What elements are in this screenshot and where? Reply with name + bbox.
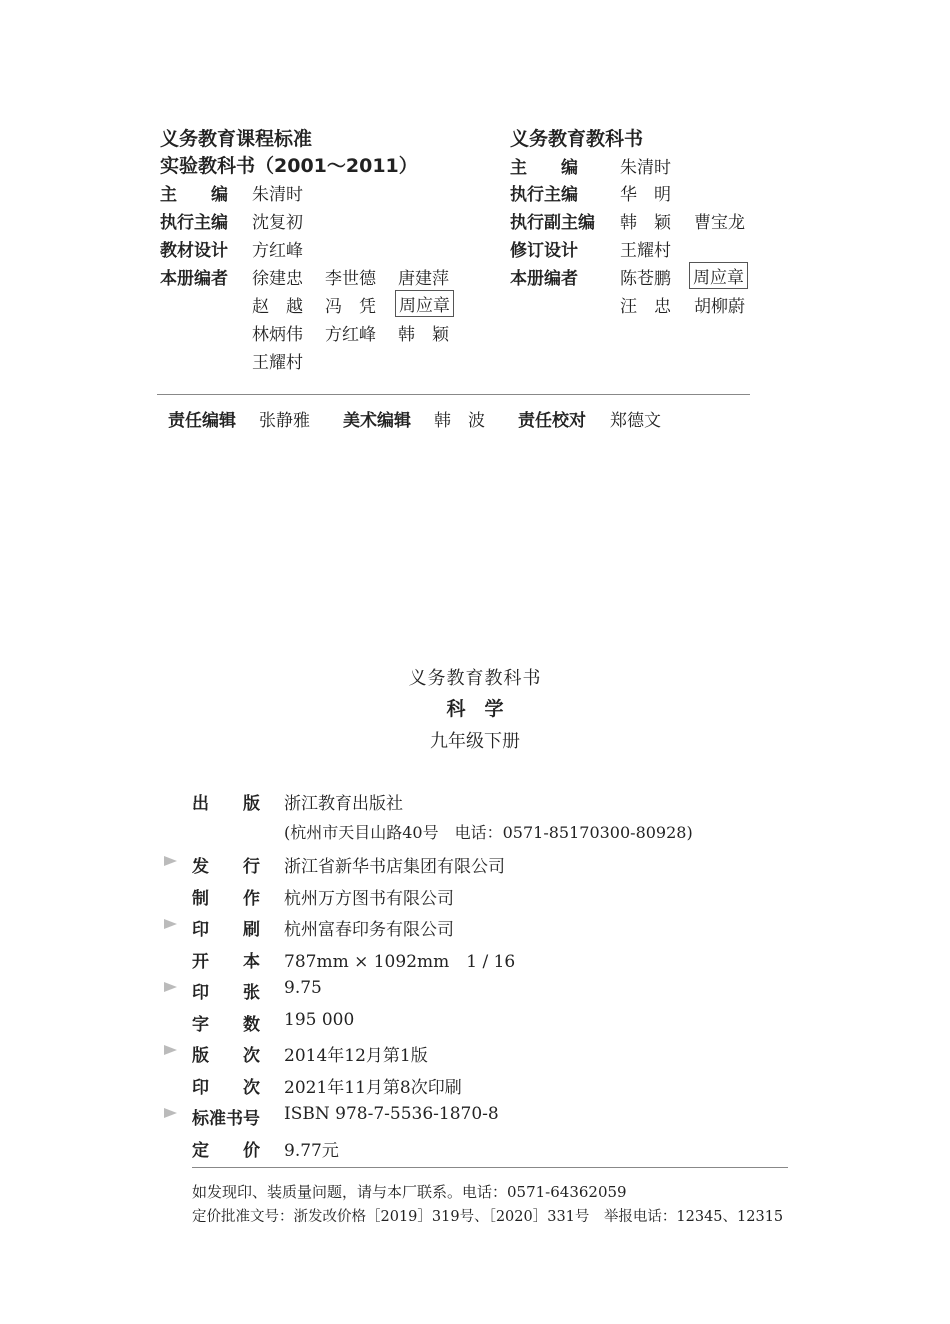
footer-line1: 如发现印、装质量问题，请与本厂联系。电话：0571-64362059 [192, 1183, 627, 1201]
imprint-label: 字 数 [192, 1015, 260, 1035]
left-name-design: 方红峰 [252, 241, 303, 261]
imprint-label: 印 次 [192, 1078, 260, 1098]
imprint-value: 2014年12月第1版 [284, 1046, 428, 1066]
right-title: 义务教育教科书 [510, 128, 644, 150]
right-editor-name-boxed: 周应章 [689, 262, 748, 289]
left-editor-name: 方红峰 [325, 325, 376, 345]
right-name-deputy-editor: 曹宝龙 [694, 213, 745, 233]
editor-name: 张静雅 [259, 411, 310, 431]
imprint-label: 印 张 [192, 983, 260, 1003]
left-name-chief-editor: 朱清时 [252, 185, 303, 205]
left-editor-name: 赵 越 [252, 297, 303, 317]
imprint-label: 定 价 [192, 1141, 260, 1161]
footer-line2: 定价批准文号：浙发改价格［2019］319号、［2020］331号 举报电话：12345、12315 [192, 1209, 784, 1225]
left-name-exec-editor: 沈复初 [252, 213, 303, 233]
left-editor-name: 王耀村 [252, 353, 303, 373]
credits-divider [157, 394, 750, 395]
right-editor-name: 胡柳蔚 [694, 297, 745, 317]
right-label-revision-design: 修订设计 [510, 241, 578, 261]
right-label-chief-editor: 主 编 [510, 158, 578, 178]
right-name-revision-design: 王耀村 [620, 241, 671, 261]
imprint-label: 版 次 [192, 1046, 260, 1066]
left-label-volume-editors: 本册编者 [160, 269, 228, 289]
editor-name: 郑德文 [610, 411, 661, 431]
imprint-label: 开 本 [192, 952, 260, 972]
arrow-marker-icon [164, 1045, 177, 1055]
right-label-volume-editors: 本册编者 [510, 269, 578, 289]
editor-name: 韩 波 [434, 411, 485, 431]
imprint-label: 发 行 [192, 857, 260, 877]
imprint-value: 杭州富春印务有限公司 [284, 920, 454, 940]
imprint-value: 杭州万方图书有限公司 [284, 889, 454, 909]
left-editor-name: 韩 颖 [398, 325, 449, 345]
editor-label: 责任编辑 [168, 411, 236, 431]
arrow-marker-icon [164, 856, 177, 866]
arrow-marker-icon [164, 919, 177, 929]
imprint-label: 制 作 [192, 889, 260, 909]
right-editor-name: 陈苍鹏 [620, 269, 671, 289]
imprint-value: 787mm × 1092mm 1 / 16 [284, 952, 516, 972]
right-name-deputy-editor: 韩 颖 [620, 213, 671, 233]
right-name-exec-editor: 华 明 [620, 185, 671, 205]
editor-label: 责任校对 [518, 411, 586, 431]
imprint-value: ISBN 978-7-5536-1870-8 [284, 1104, 499, 1124]
imprint-value: 9.77元 [284, 1141, 339, 1161]
right-label-exec-editor: 执行主编 [510, 185, 578, 205]
arrow-marker-icon [164, 982, 177, 992]
left-label-chief-editor: 主 编 [160, 185, 228, 205]
left-editor-name: 唐建萍 [398, 269, 449, 289]
book-series: 义务教育教科书 [408, 668, 542, 689]
left-title-line1: 义务教育课程标准 [160, 128, 313, 150]
imprint-label: 印 刷 [192, 920, 260, 940]
left-label-design: 教材设计 [160, 241, 228, 261]
right-label-deputy-editor: 执行副主编 [510, 213, 595, 233]
imprint-label: 出 版 [192, 794, 260, 814]
left-label-exec-editor: 执行主编 [160, 213, 228, 233]
left-title-line2: 实验教科书（2001～2011） [160, 155, 418, 177]
book-grade: 九年级下册 [430, 731, 520, 752]
imprint-value: 195 000 [284, 1010, 355, 1030]
imprint-value: (杭州市天目山路40号 电话：0571-85170300-80928) [284, 823, 693, 842]
imprint-label: 标准书号 [192, 1109, 260, 1129]
editor-label: 美术编辑 [343, 411, 411, 431]
footer-divider [192, 1167, 788, 1168]
imprint-value: 2021年11月第8次印刷 [284, 1078, 462, 1098]
left-editor-name-boxed: 周应章 [395, 290, 454, 317]
right-name-chief-editor: 朱清时 [620, 158, 671, 178]
imprint-value: 9.75 [284, 978, 322, 998]
left-editor-name: 冯 凭 [325, 297, 376, 317]
left-editor-name: 林炳伟 [252, 325, 303, 345]
book-subject: 科 学 [446, 698, 504, 720]
imprint-value: 浙江教育出版社 [284, 794, 403, 814]
right-editor-name: 汪 忠 [620, 297, 671, 317]
imprint-value: 浙江省新华书店集团有限公司 [284, 857, 505, 877]
left-editor-name: 李世德 [325, 269, 376, 289]
arrow-marker-icon [164, 1108, 177, 1118]
left-editor-name: 徐建忠 [252, 269, 303, 289]
